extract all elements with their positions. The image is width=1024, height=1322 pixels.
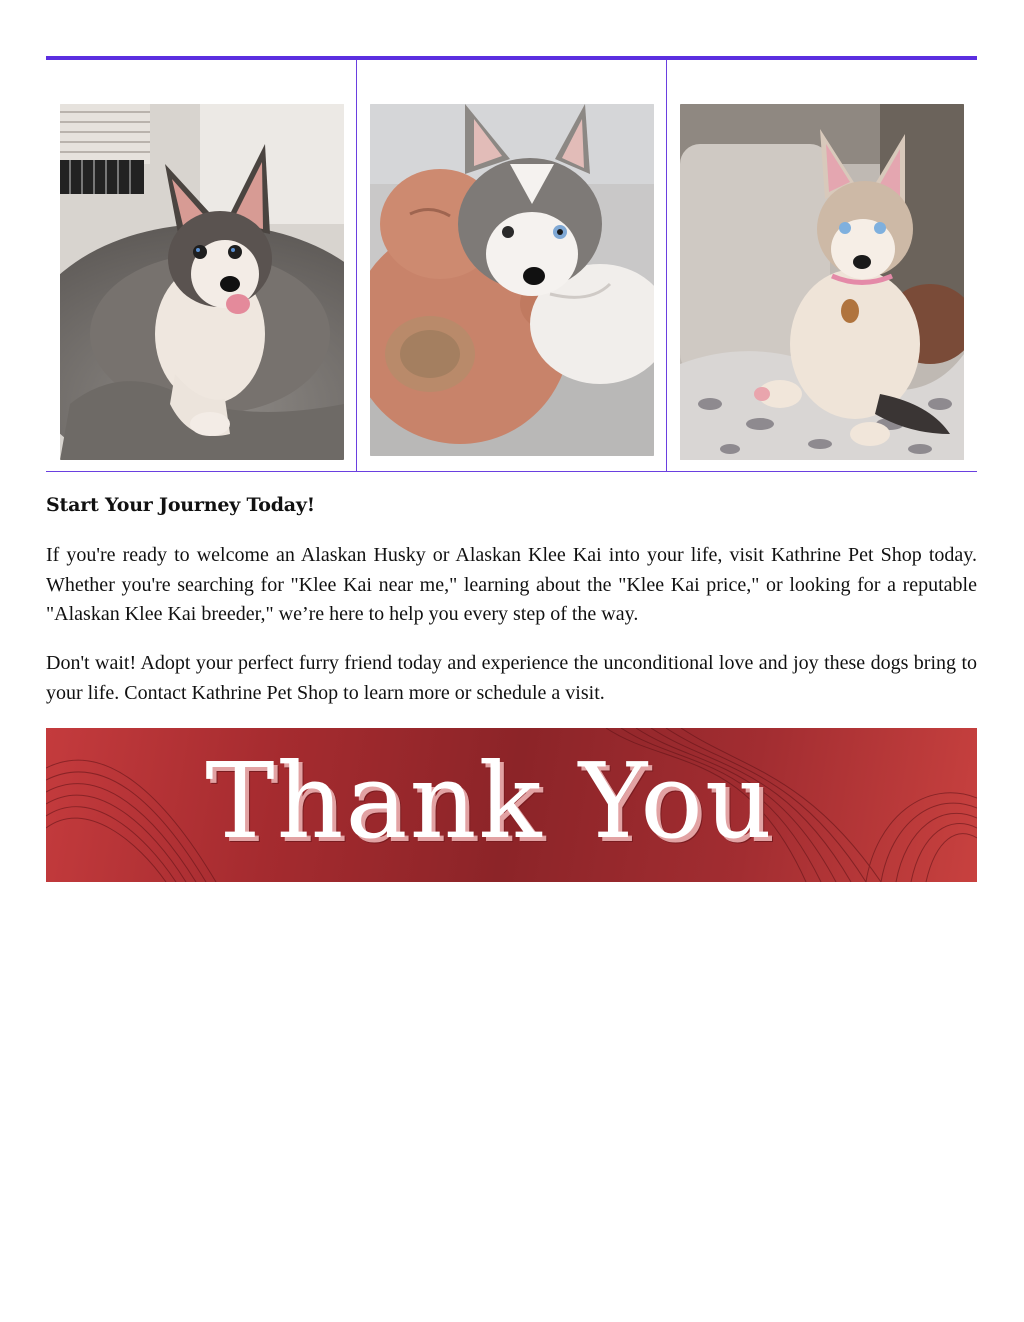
body-paragraph: Don't wait! Adopt your perfect furry friend today and experience the unconditional love and joy these dogs bring to your life. Contact Kathrine Pet Shop to learn more or schedule a visit. [46, 652, 977, 704]
puppy-sitting-photo [680, 104, 964, 460]
thank-you-banner [46, 728, 977, 882]
puppy-with-plush-toy-photo [370, 104, 654, 456]
photo-grid [46, 60, 977, 472]
section-title: Start Your Journey Today! [46, 494, 315, 516]
body-paragraph: If you're ready to welcome an Alaskan Husky or Alaskan Klee Kai into your life, visit Kathrine Pet Shop today. Whether you're searching for "Klee Kai near me," learning about the "Klee Kai price," or looking for a reputable "Alaskan Klee Kai breeder," we’re here to help you every step of the way. [46, 544, 977, 625]
grid-divider [356, 60, 357, 471]
grid-divider [666, 60, 667, 471]
thank-you-text: Thank You [205, 740, 774, 862]
puppy-on-bed-photo [60, 104, 344, 460]
